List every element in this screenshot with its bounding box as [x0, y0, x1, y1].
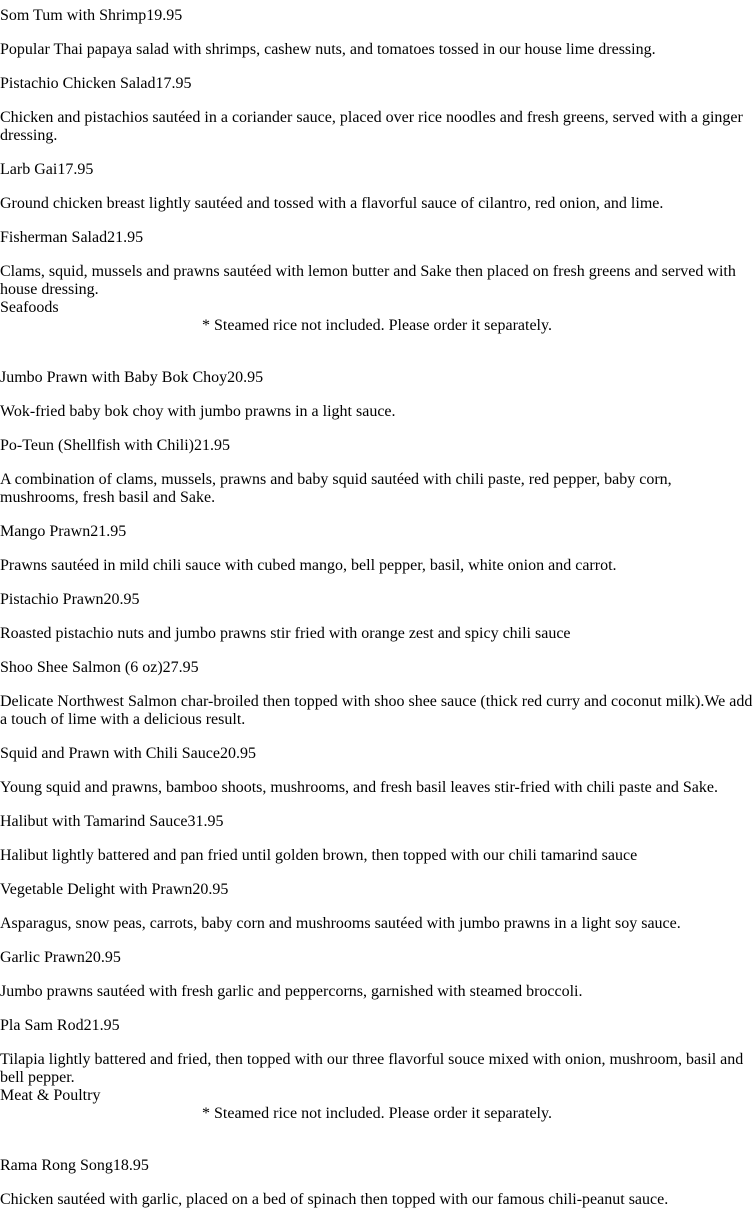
menu-item-title — [0, 1017, 754, 1035]
menu-item-price: 20.95 — [84, 949, 121, 966]
menu-item-description: A combination of clams, mussels, prawns and baby squid sautéed with chili paste, red pepper, baby corn, mushrooms, fresh basil and Sake. — [0, 471, 672, 506]
menu-item-title — [0, 523, 754, 541]
menu-item-description: Prawns sautéed in mild chili sauce with cubed mango, bell pepper, basil, white onion and carrot. — [0, 557, 617, 574]
menu-item-price: 20.95 — [192, 881, 229, 898]
menu-item-description: Young squid and prawns, bamboo shoots, mushrooms, and fresh basil leaves stir-fried with chili paste and Sake. — [0, 779, 718, 796]
menu-item-description: Clams, squid, mussels and prawns sautéed with lemon butter and Sake then placed on fresh greens and served with house dressing. — [0, 263, 736, 298]
section-note: * Steamed rice not included. Please order it separately. — [202, 317, 552, 334]
menu-item-price: 20.95 — [219, 745, 256, 762]
menu-section-meat-poultry — [0, 1087, 754, 1209]
menu-item-name: Garlic Prawn — [0, 949, 85, 966]
menu-item-name: Jumbo Prawn with Baby Bok Choy — [0, 369, 228, 386]
menu-item-description: Popular Thai papaya salad with shrimps, cashew nuts, and tomatoes tossed in our house lime dressing. — [0, 41, 656, 58]
menu-item-name: Mango Prawn — [0, 523, 91, 540]
menu-item-title — [0, 591, 754, 609]
menu-item-price: 17.95 — [155, 75, 192, 92]
menu-item-title — [0, 369, 754, 387]
menu-item-price: 21.95 — [107, 229, 144, 246]
menu-item-description: Wok-fried baby bok choy with jumbo prawns in a light sauce. — [0, 403, 396, 420]
menu-item-name: Vegetable Delight with Prawn — [0, 881, 193, 898]
menu-item-title — [0, 813, 754, 831]
menu-item-name: Fisherman Salad — [0, 229, 108, 246]
menu-item-name: Larb Gai — [0, 161, 58, 178]
menu-item-description: Roasted pistachio nuts and jumbo prawns stir fried with orange zest and spicy chili sauce — [0, 625, 571, 642]
menu-section-salads — [0, 7, 754, 299]
menu-item-name: Pistachio Prawn — [0, 591, 104, 608]
menu-item-price: 19.95 — [146, 7, 183, 24]
menu-item-name: Pla Sam Rod — [0, 1017, 84, 1034]
menu-item-price: 20.95 — [227, 369, 264, 386]
menu-item-title — [0, 75, 754, 93]
menu-item-title — [0, 161, 754, 179]
menu-item-description: Tilapia lightly battered and fried, then topped with our three flavorful souce mixed with onion, mushroom, basil and bell pepper. — [0, 1051, 744, 1086]
menu-item-description: Chicken and pistachios sautéed in a coriander sauce, placed over rice noodles and fresh greens, served with a ginger dressing. — [0, 109, 743, 144]
menu-item-price: 17.95 — [57, 161, 94, 178]
menu-item-title — [0, 949, 754, 967]
menu-item-name: Halibut with Tamarind Sauce — [0, 813, 188, 830]
menu-item-name: Shoo Shee Salmon (6 oz) — [0, 659, 163, 676]
menu-item-description: Chicken sautéed with garlic, placed on a bed of spinach then topped with our famous chili-peanut sauce. — [0, 1191, 669, 1208]
menu-item-price: 21.95 — [83, 1017, 120, 1034]
menu-item-description: Delicate Northwest Salmon char-broiled then topped with shoo shee sauce (thick red curry and coconut milk).We add a touch of lime with a delicious result. — [0, 693, 753, 728]
menu-item-price: 21.95 — [90, 523, 127, 540]
section-heading: Meat & Poultry — [0, 1087, 101, 1104]
menu-item-title — [0, 437, 754, 455]
menu-item-title — [0, 745, 754, 763]
menu-item-price: 20.95 — [103, 591, 140, 608]
menu-item-name: Rama Rong Song — [0, 1157, 113, 1174]
menu-item-price: 21.95 — [193, 437, 230, 454]
menu-item-price: 27.95 — [162, 659, 199, 676]
menu-item-title — [0, 229, 754, 247]
menu-item-description: Jumbo prawns sautéed with fresh garlic and peppercorns, garnished with steamed broccoli. — [0, 983, 583, 1000]
menu-item-title — [0, 659, 754, 677]
menu-item-price: 18.95 — [112, 1157, 149, 1174]
menu-section-seafoods — [0, 299, 754, 1087]
menu-item-title — [0, 7, 754, 25]
menu-item-price: 31.95 — [187, 813, 224, 830]
menu-item-description: Ground chicken breast lightly sautéed and tossed with a flavorful sauce of cilantro, red onion, and lime. — [0, 195, 664, 212]
menu-item-title — [0, 881, 754, 899]
menu-item-title — [0, 1157, 754, 1175]
menu-item-name: Squid and Prawn with Chili Sauce — [0, 745, 220, 762]
section-note: * Steamed rice not included. Please order it separately. — [202, 1105, 552, 1122]
menu-item-description: Asparagus, snow peas, carrots, baby corn and mushrooms sautéed with jumbo prawns in a light soy sauce. — [0, 915, 681, 932]
menu-item-name: Som Tum with Shrimp — [0, 7, 147, 24]
menu-item-name: Po-Teun (Shellfish with Chili) — [0, 437, 194, 454]
menu-item-description: Halibut lightly battered and pan fried until golden brown, then topped with our chili tamarind sauce — [0, 847, 638, 864]
menu-item-name: Pistachio Chicken Salad — [0, 75, 156, 92]
section-heading: Seafoods — [0, 299, 59, 316]
